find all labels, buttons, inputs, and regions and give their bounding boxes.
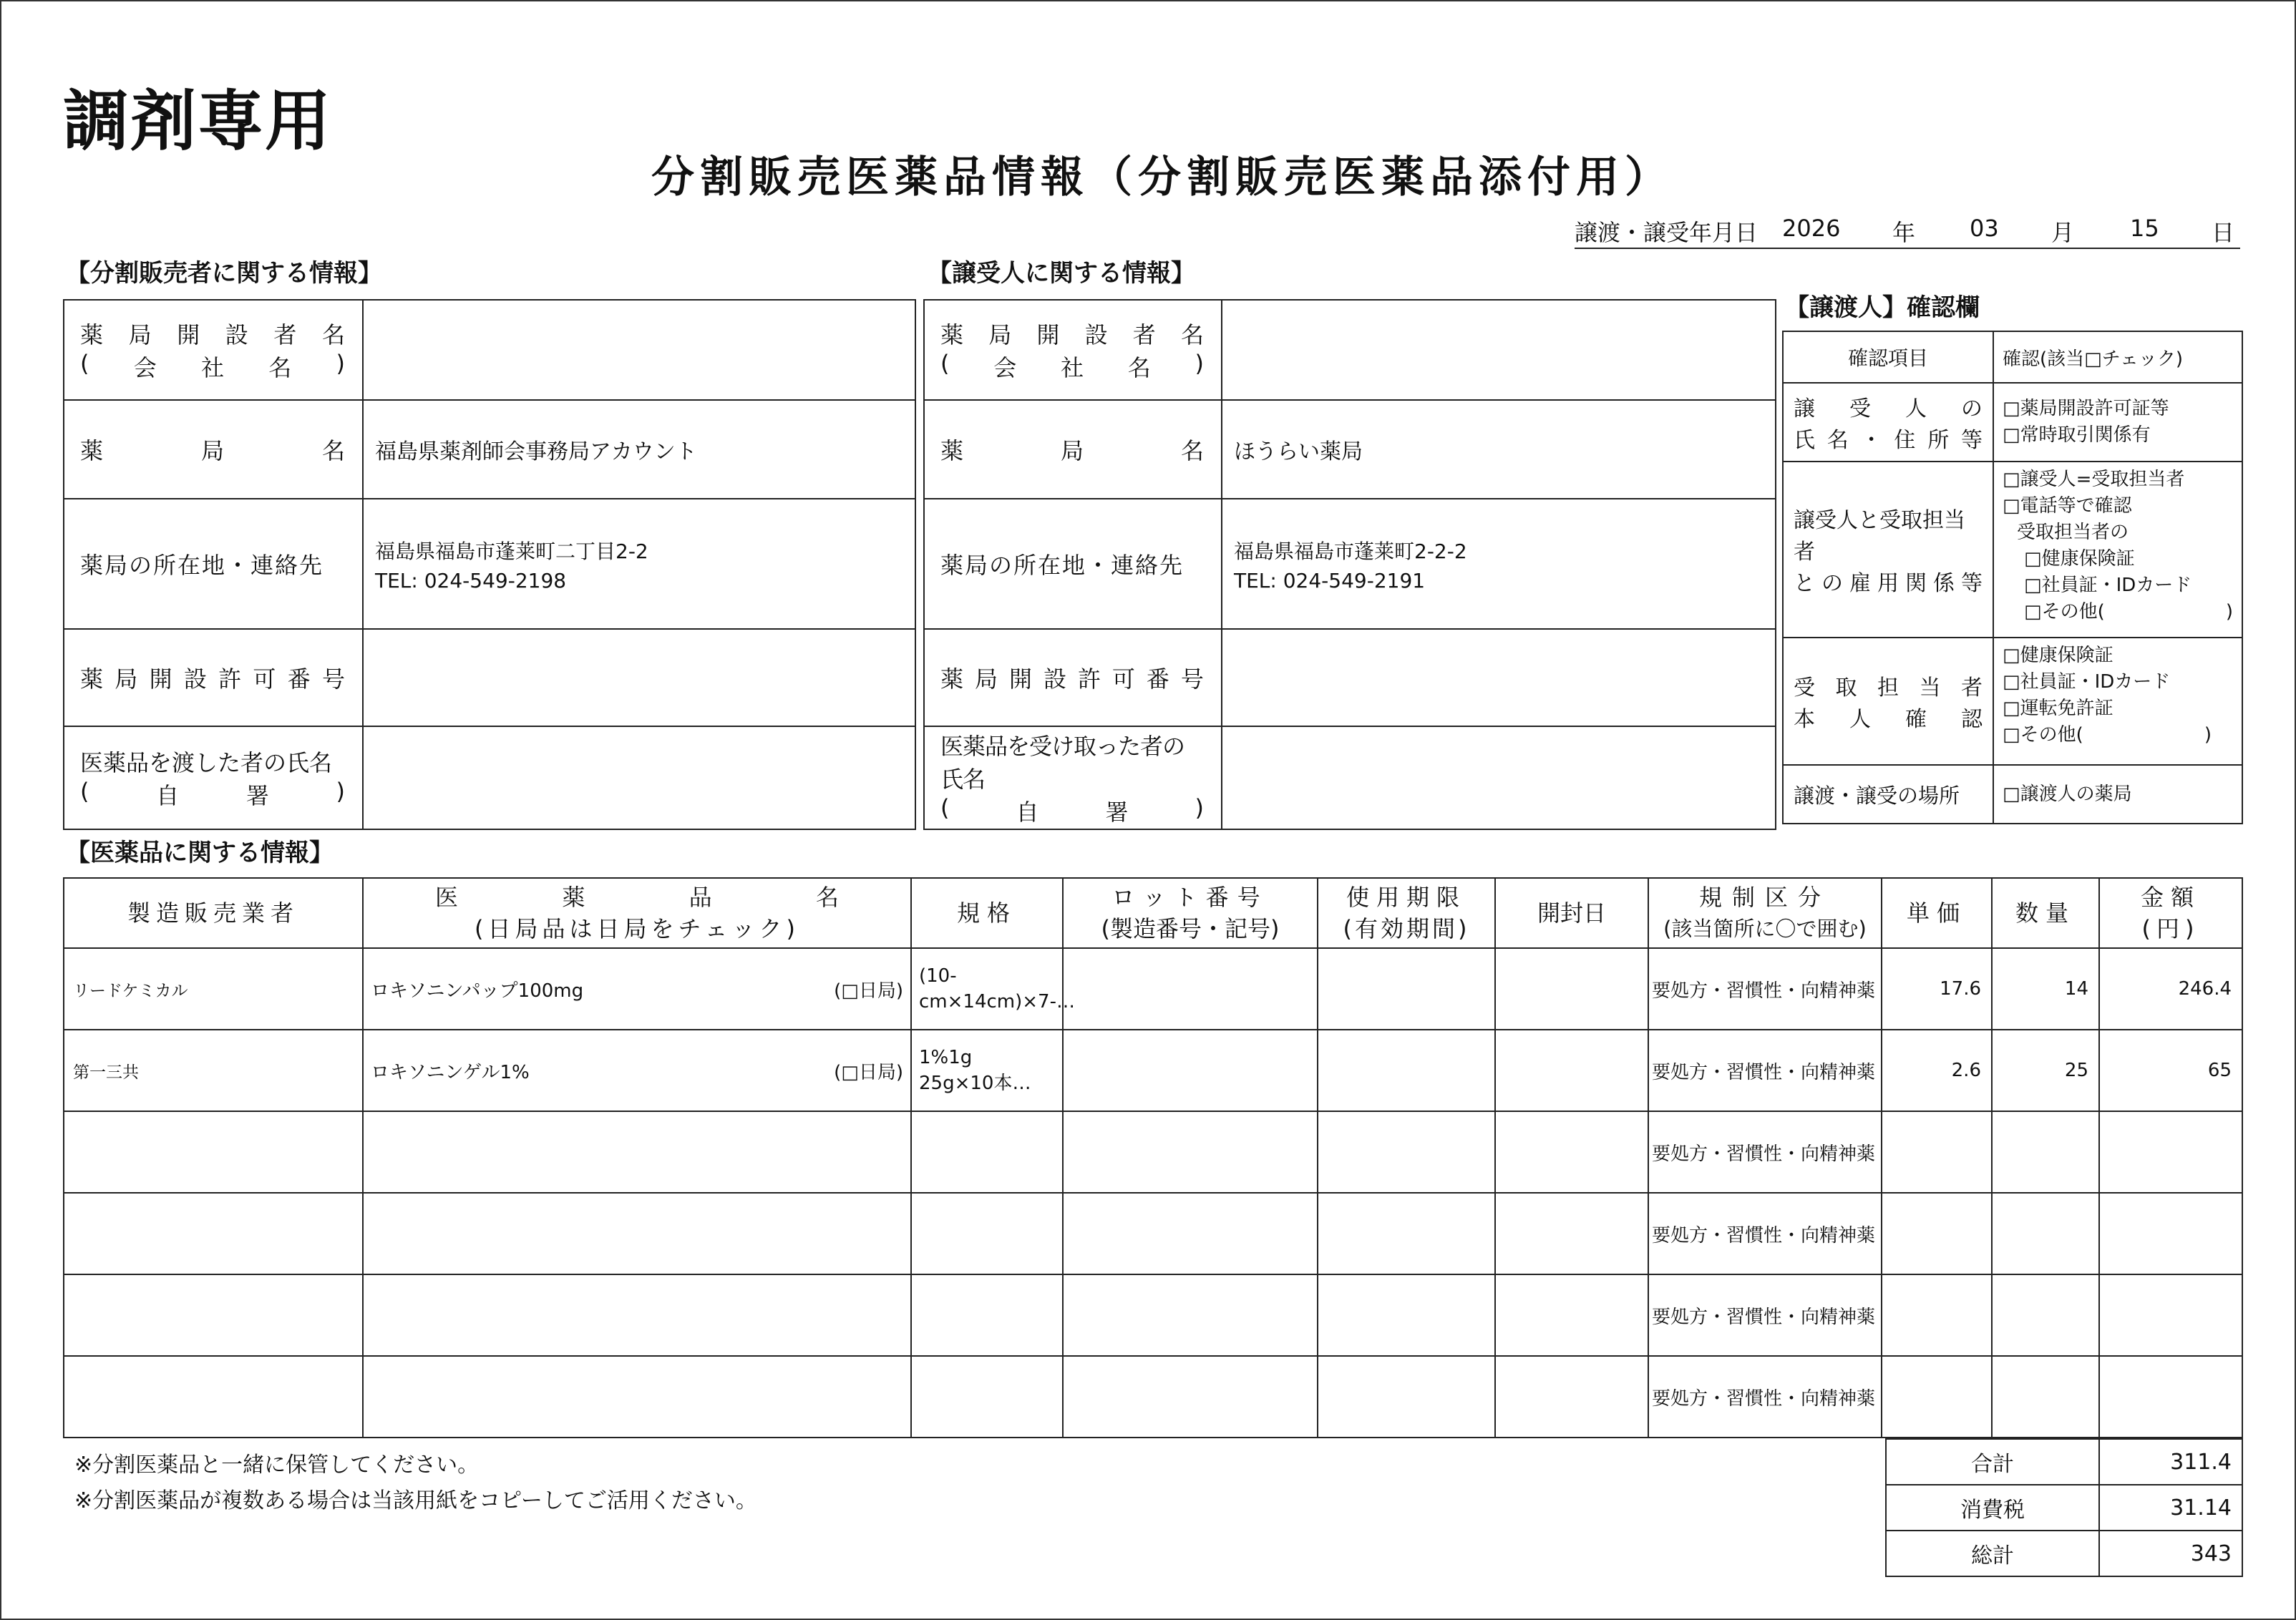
seller-heading: 【分割販売者に関する情報】 (66, 259, 382, 288)
products-heading: 【医薬品に関する情報】 (66, 839, 334, 867)
product-regulation[interactable]: 要処方・習慣性・向精神薬 (1648, 1111, 1882, 1193)
date-year[interactable]: 2026 (1782, 215, 1841, 242)
confirm-col-item: 確認項目 (1783, 331, 1993, 383)
product-lot[interactable] (1063, 1356, 1318, 1438)
confirm-col-check: 確認(該当□チェック) (1993, 331, 2242, 383)
seller-license-label: 薬 局 開 設 許 可 番 号 (64, 629, 363, 726)
product-lot[interactable] (1063, 1193, 1318, 1274)
buyer-phone: TEL: 024-549-2191 (1234, 568, 1426, 592)
col-maker: 製造販売業者 (64, 878, 363, 948)
seller-address-line: 福島県福島市蓬莱町二丁目2-2 (375, 539, 648, 563)
product-qty[interactable] (1992, 1356, 2099, 1438)
tax-value: 31.14 (2099, 1485, 2242, 1531)
transfer-date (1575, 212, 2240, 249)
product-opened[interactable] (1495, 1274, 1648, 1356)
seller-phone: TEL: 024-549-2198 (375, 568, 567, 592)
product-maker[interactable] (64, 1274, 363, 1356)
check-phone-confirm[interactable]: □電話等で確認 (2003, 495, 2132, 517)
product-row (64, 1356, 2242, 1438)
col-price: 単価 (1882, 878, 1992, 948)
check-same-person[interactable]: □譲受人=受取担当者 (2003, 469, 2185, 490)
product-regulation[interactable]: 要処方・習慣性・向精神薬 (1648, 1356, 1882, 1438)
product-price[interactable]: 2.6 (1882, 1030, 1992, 1111)
subtotal-row (1886, 1439, 2242, 1485)
totals-table (1885, 1438, 2243, 1577)
product-amount[interactable] (2099, 1193, 2242, 1274)
product-name-cell[interactable] (363, 1356, 911, 1438)
product-expiry[interactable] (1318, 948, 1495, 1030)
product-regulation[interactable]: 要処方・習慣性・向精神薬 (1648, 1274, 1882, 1356)
product-opened[interactable] (1495, 1193, 1648, 1274)
product-expiry[interactable] (1318, 1111, 1495, 1193)
confirm-row-receiver-label: 受 取 担 当 者 本 人 確 認 (1783, 638, 1993, 765)
product-name-cell[interactable] (363, 948, 911, 1030)
buyer-owner-value[interactable] (1222, 300, 1776, 400)
total-row (1886, 1531, 2242, 1576)
product-spec[interactable] (911, 1193, 1063, 1274)
col-spec: 規格 (911, 878, 1063, 948)
product-lot[interactable] (1063, 1111, 1318, 1193)
product-qty[interactable] (1992, 1274, 2099, 1356)
col-amount: 金額 (円) (2099, 878, 2242, 948)
col-regulation: 規制区分 (該当箇所に〇で囲む) (1648, 878, 1882, 948)
buyer-address-line: 福島県福島市蓬莱町2-2-2 (1234, 539, 1467, 563)
product-row (64, 1111, 2242, 1193)
product-price[interactable] (1882, 1193, 1992, 1274)
subtotal-value: 311.4 (2099, 1439, 2242, 1485)
product-maker[interactable] (64, 1193, 363, 1274)
check-license-docs[interactable]: □薬局開設許可証等 (2003, 398, 2169, 419)
buyer-license-label: 薬 局 開 設 許 可 番 号 (924, 629, 1222, 726)
product-amount[interactable] (2099, 1274, 2242, 1356)
product-row (64, 948, 2242, 1030)
buyer-pharmacy-label: 薬 局 名 (924, 400, 1222, 499)
seller-pharmacy-label: 薬 局 名 (64, 400, 363, 499)
product-spec[interactable] (911, 1356, 1063, 1438)
date-day-unit: 日 (2212, 219, 2235, 246)
product-opened[interactable] (1495, 1356, 1648, 1438)
product-name: ロキソニンパップ100mg (371, 980, 584, 1002)
col-expiry: 使用期限 (有効期間) (1318, 878, 1495, 948)
confirm-row-receiver-checks[interactable] (1993, 638, 2242, 765)
product-lot[interactable] (1063, 1274, 1318, 1356)
confirm-row-identity-label: 譲 受 人 の 氏 名 ・ 住 所 等 (1783, 383, 1993, 462)
product-qty[interactable] (1992, 1111, 2099, 1193)
product-expiry[interactable] (1318, 1030, 1495, 1111)
product-lot[interactable] (1063, 948, 1318, 1030)
total-label: 総計 (1886, 1531, 2099, 1576)
check-other[interactable]: □その他( ) (2024, 601, 2233, 623)
check-regular-trade[interactable]: □常時取引関係有 (2003, 424, 2151, 446)
product-expiry[interactable] (1318, 1193, 1495, 1274)
confirm-table (1782, 331, 2243, 824)
seller-signer-label: 医薬品を渡した者の氏名 ( 自 署 ) (64, 726, 363, 829)
product-maker[interactable] (64, 1356, 363, 1438)
product-name-cell[interactable] (363, 1111, 911, 1193)
date-day[interactable]: 15 (2130, 215, 2159, 242)
buyer-address-value[interactable] (1222, 499, 1776, 629)
product-name-cell[interactable] (363, 1030, 911, 1111)
product-spec[interactable]: (10- cm×14cm)×7-… (911, 948, 1063, 1030)
seller-address-label: 薬局の所在地・連絡先 (64, 499, 363, 629)
buyer-address-label: 薬局の所在地・連絡先 (924, 499, 1222, 629)
product-amount[interactable]: 246.4 (2099, 948, 2242, 1030)
subtotal-label: 合計 (1886, 1439, 2099, 1485)
product-qty[interactable]: 25 (1992, 1030, 2099, 1111)
seller-address-value[interactable] (363, 499, 915, 629)
product-price[interactable] (1882, 1274, 1992, 1356)
product-amount[interactable] (2099, 1111, 2242, 1193)
check-receiver-other[interactable]: □その他( ) (2003, 724, 2212, 746)
buyer-pharmacy-value[interactable]: ほうらい薬局 (1222, 400, 1776, 499)
col-name: 医 薬 品 名 (日局品は日局をチェック) (363, 878, 911, 948)
product-maker[interactable] (64, 1111, 363, 1193)
buyer-signer-value[interactable] (1222, 726, 1776, 829)
buyer-owner-label: 薬 局 開 設 者 名 ( 会 社 名 ) (924, 300, 1222, 400)
col-lot: ロット番号 (製造番号・記号) (1063, 878, 1318, 948)
product-expiry[interactable] (1318, 1274, 1495, 1356)
product-maker[interactable]: 第一三共 (64, 1030, 363, 1111)
seller-owner-label: 薬 局 開 設 者 名 ( 会 社 名 ) (64, 300, 363, 400)
jp-checkbox[interactable]: (□日局) (834, 1061, 903, 1083)
product-spec[interactable] (911, 1274, 1063, 1356)
seller-signer-value[interactable] (363, 726, 915, 829)
confirm-row-employment-checks[interactable]: □譲受人=受取担当者 □電話等で確認 受取担当者の □健康保険証 □社員証・IDカード □その他( ) (1993, 462, 2242, 638)
product-opened[interactable] (1495, 1111, 1648, 1193)
note-keep: ※分割医薬品と一緒に保管してください。 (74, 1453, 480, 1478)
date-month[interactable]: 03 (1970, 215, 1999, 242)
date-year-unit: 年 (1892, 219, 1916, 246)
col-opened: 開封日 (1495, 878, 1648, 948)
product-row (64, 1274, 2242, 1356)
date-label: 譲渡・譲受年月日 (1575, 219, 1759, 246)
confirm-row-place-label: 譲渡・譲受の場所 (1783, 765, 1993, 824)
jp-checkbox[interactable]: (□日局) (834, 980, 903, 1002)
check-insurance-card[interactable]: □健康保険証 (2024, 548, 2135, 570)
product-regulation[interactable]: 要処方・習慣性・向精神薬 (1648, 948, 1882, 1030)
product-regulation[interactable]: 要処方・習慣性・向精神薬 (1648, 1030, 1882, 1111)
product-name-cell[interactable] (363, 1274, 911, 1356)
document-title: 分割販売医薬品情報（分割販売医薬品添付用） (651, 152, 1673, 202)
confirm-heading: 【譲渡人】確認欄 (1785, 293, 1980, 322)
seller-table (63, 299, 916, 830)
check-receiver-license[interactable]: □運転免許証 (2003, 698, 2113, 719)
col-qty: 数量 (1992, 878, 2099, 948)
check-receiver-insurance[interactable]: □健康保険証 (2003, 645, 2113, 666)
seller-owner-value[interactable] (363, 300, 915, 400)
product-spec[interactable]: 1%1g 25g×10本… (911, 1030, 1063, 1111)
product-name-cell[interactable] (363, 1193, 911, 1274)
product-opened[interactable] (1495, 948, 1648, 1030)
product-price[interactable] (1882, 1111, 1992, 1193)
product-lot[interactable] (1063, 1030, 1318, 1111)
buyer-license-value[interactable] (1222, 629, 1776, 726)
product-price[interactable] (1882, 1356, 1992, 1438)
seller-pharmacy-value[interactable]: 福島県薬剤師会事務局アカウント (363, 400, 915, 499)
product-opened[interactable] (1495, 1030, 1648, 1111)
check-employee-id[interactable]: □社員証・IDカード (2024, 575, 2192, 596)
note-copy: ※分割医薬品が複数ある場合は当該用紙をコピーしてご活用ください。 (74, 1488, 757, 1513)
product-name: ロキソニンゲル1% (371, 1061, 530, 1083)
product-price[interactable]: 17.6 (1882, 948, 1992, 1030)
product-spec[interactable] (911, 1111, 1063, 1193)
product-amount[interactable] (2099, 1356, 2242, 1438)
tax-label: 消費税 (1886, 1485, 2099, 1531)
buyer-signer-label: 医薬品を受け取った者の氏名 ( 自 署 ) (924, 726, 1222, 829)
tax-row (1886, 1485, 2242, 1531)
product-qty[interactable] (1992, 1193, 2099, 1274)
product-regulation[interactable]: 要処方・習慣性・向精神薬 (1648, 1193, 1882, 1274)
confirm-row-identity-checks[interactable] (1993, 383, 2242, 462)
buyer-heading: 【譲受人に関する情報】 (928, 259, 1195, 288)
product-qty[interactable]: 14 (1992, 948, 2099, 1030)
date-month-unit: 月 (2051, 219, 2075, 246)
product-expiry[interactable] (1318, 1356, 1495, 1438)
product-amount[interactable]: 65 (2099, 1030, 2242, 1111)
dispensing-only-stamp: 調剤専用 (63, 83, 333, 160)
confirm-row-employment-label: 譲受人と受取担当者 と の 雇 用 関 係 等 (1783, 462, 1993, 638)
total-value: 343 (2099, 1531, 2242, 1576)
buyer-table (923, 299, 1776, 830)
seller-license-value[interactable] (363, 629, 915, 726)
products-table (63, 877, 2243, 1438)
product-maker[interactable]: リードケミカル (64, 948, 363, 1030)
check-receiver-employee-id[interactable]: □社員証・IDカード (2003, 671, 2171, 693)
product-row (64, 1030, 2242, 1111)
check-seller-pharmacy[interactable]: □譲渡人の薬局 (1993, 765, 2242, 824)
product-row (64, 1193, 2242, 1274)
